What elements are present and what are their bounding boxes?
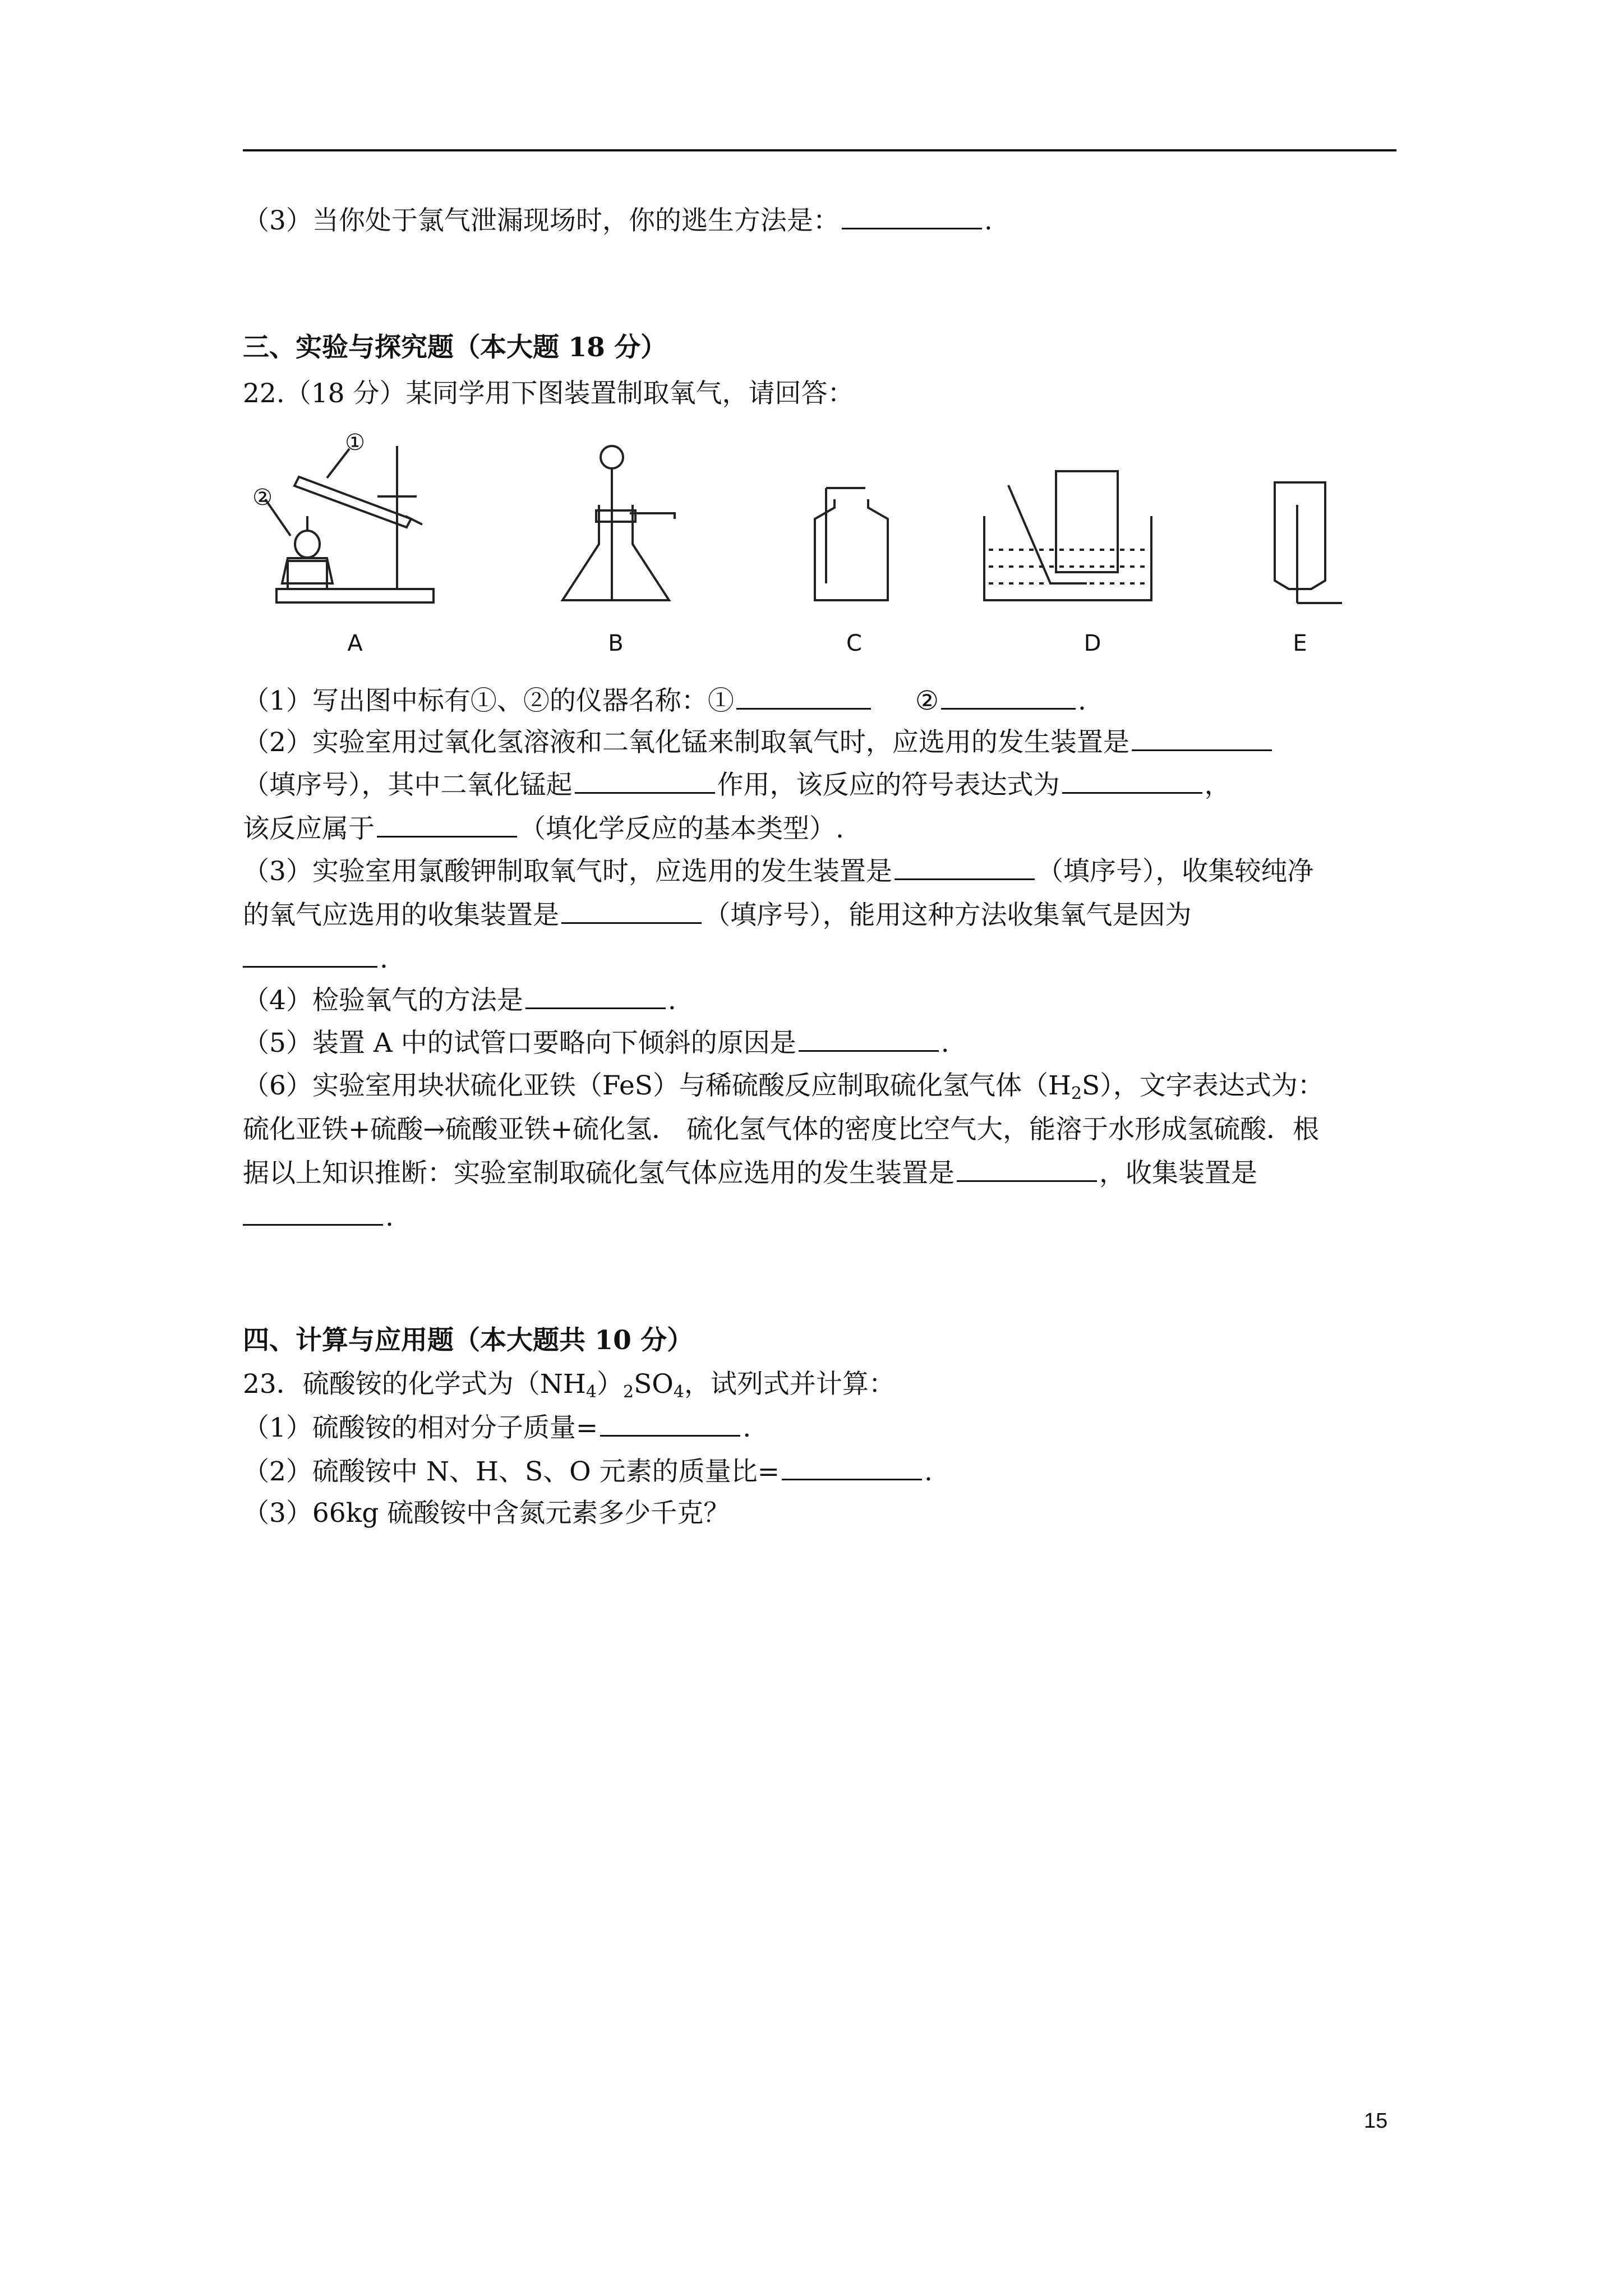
marker-2: ② <box>252 485 273 510</box>
q22-stem: 22.（18 分）某同学用下图装置制取氧气，请回答： <box>243 378 854 409</box>
label-a: A <box>347 631 363 656</box>
answer-blank[interactable] <box>941 683 1076 710</box>
answer-blank[interactable] <box>575 767 715 794</box>
q23-part1: （1）硫酸铵的相对分子质量= . <box>243 1410 751 1445</box>
apparatus-a <box>265 446 434 602</box>
q22-part6-line3: 据以上知识推断：实验室制取硫化氢气体应选用的发生装置是 ，收集装置是 <box>243 1156 1257 1190</box>
q23-part3: （3）66kg 硫酸铵中含氮元素多少千克？ <box>243 1498 730 1529</box>
q22-part2-line1: （2）实验室用过氧化氢溶液和二氧化锰来制取氧气时，应选用的发生装置是 <box>243 725 1274 760</box>
q22-part6-line4: . <box>243 1199 394 1234</box>
answer-blank[interactable] <box>799 1025 939 1052</box>
apparatus-b <box>562 446 675 600</box>
q21-part3: （3）当你处于氯气泄漏现场时，你的逃生方法是： . <box>243 203 993 238</box>
marker-1: ① <box>345 430 365 455</box>
answer-blank[interactable] <box>243 1199 383 1226</box>
header-rule <box>243 149 1396 151</box>
label-b: B <box>608 631 624 656</box>
q22-part2-line2: （填序号），其中二氧化锰起 作用，该反应的符号表达式为 ， <box>243 767 1231 802</box>
apparatus-e <box>1275 482 1342 603</box>
apparatus-diagram <box>243 415 1381 668</box>
answer-blank[interactable] <box>957 1156 1097 1182</box>
answer-blank[interactable] <box>377 811 517 838</box>
q22-part3-line3: . <box>243 941 388 976</box>
label-e: E <box>1293 631 1307 656</box>
answer-blank[interactable] <box>561 898 702 924</box>
apparatus-d <box>984 471 1151 600</box>
q22-part4: （4）检验氧气的方法是 . <box>243 983 676 1018</box>
answer-blank[interactable] <box>736 683 871 710</box>
apparatus-figure <box>243 415 1381 668</box>
answer-blank[interactable] <box>1132 725 1272 751</box>
answer-blank[interactable] <box>600 1410 740 1437</box>
answer-blank[interactable] <box>525 983 666 1009</box>
q22-part3-line2: 的氧气应选用的收集装置是 （填序号），能用这种方法收集氧气是因为 <box>243 898 1192 932</box>
label-d: D <box>1083 631 1101 656</box>
label-c: C <box>846 631 862 656</box>
section-3-title: 三、实验与探究题（本大题 18 分） <box>243 332 667 363</box>
q22-part6-line1: （6）实验室用块状硫化亚铁（FeS）与稀硫酸反应制取硫化氢气体$(H_2S)$，文字表达式为： <box>243 1070 1324 1103</box>
q22-part5: （5）装置 A 中的试管口要略向下倾斜的原因是 . <box>243 1025 949 1060</box>
q23-part2: （2）硫酸铵中 N、H、S、O 元素的质量比= . <box>243 1454 933 1489</box>
q22-part6-line2: 硫化亚铁+硫酸→硫酸亚铁+硫化氢． 硫化氢气体的密度比空气大，能溶于水形成氢硫酸．根 <box>243 1114 1320 1145</box>
page-number: 15 <box>1364 2109 1388 2133</box>
answer-blank[interactable] <box>782 1454 922 1480</box>
answer-blank[interactable] <box>895 854 1035 880</box>
apparatus-c <box>815 488 888 600</box>
q22-part2-line3: 该反应属于 （填化学反应的基本类型）. <box>243 811 844 846</box>
answer-blank[interactable] <box>1062 767 1202 794</box>
section-4-title: 四、计算与应用题（本大题共 10 分） <box>243 1325 694 1356</box>
q22-part3-line1: （3）实验室用氯酸钾制取氧气时，应选用的发生装置是 （填序号），收集较纯净 <box>243 854 1313 889</box>
answer-blank[interactable] <box>842 203 982 229</box>
q23-stem: 23．硫酸铵的化学式为$(NH_4)_2SO_4$，试列式并计算： <box>243 1369 895 1402</box>
answer-blank[interactable] <box>243 941 377 968</box>
q22-part1: （1）写出图中标有①、②的仪器名称：① ② . <box>243 683 1086 718</box>
